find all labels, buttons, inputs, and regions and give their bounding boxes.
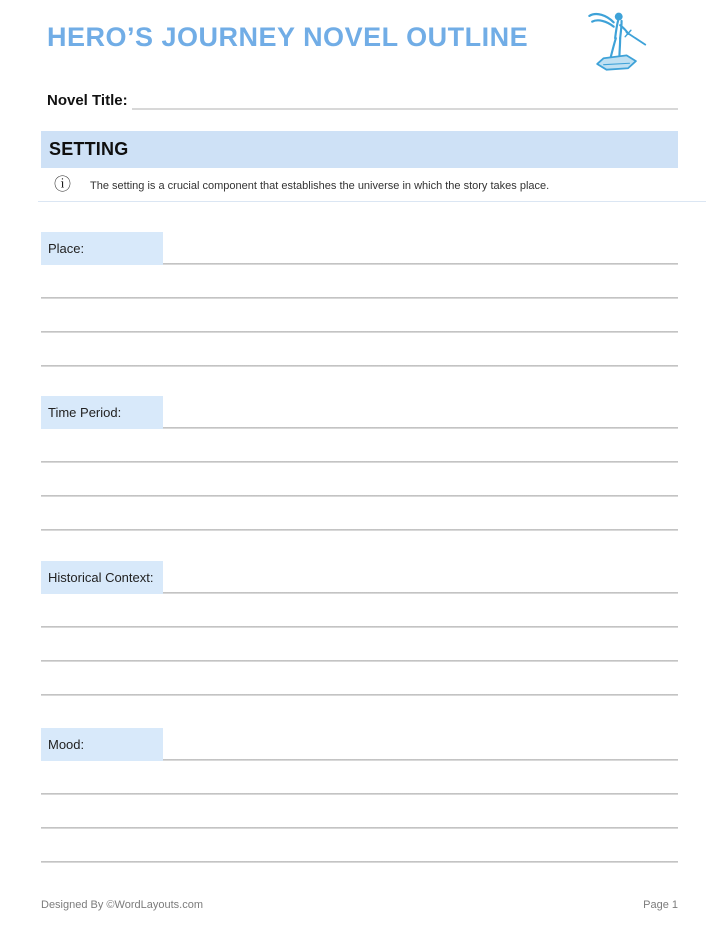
writing-line[interactable] (41, 365, 678, 367)
writing-line[interactable] (41, 297, 678, 299)
writing-line[interactable] (41, 861, 678, 863)
writing-line[interactable] (41, 827, 678, 829)
writing-line[interactable] (163, 263, 678, 265)
field-group (41, 232, 678, 372)
divider (38, 201, 706, 202)
writing-line[interactable] (163, 427, 678, 429)
field-label-box (41, 232, 163, 265)
footer-page-number: Page 1 (643, 899, 678, 911)
field-label: Historical Context: (48, 570, 154, 585)
hero-figure-icon (582, 8, 654, 74)
writing-line[interactable] (41, 331, 678, 333)
writing-line[interactable] (41, 793, 678, 795)
writing-line[interactable] (41, 660, 678, 662)
writing-line[interactable] (41, 461, 678, 463)
field-group (41, 396, 678, 536)
field-label-box (41, 561, 163, 594)
section-header-setting (41, 131, 678, 168)
writing-line[interactable] (41, 495, 678, 497)
field-label-box (41, 396, 163, 429)
field-group (41, 728, 678, 868)
writing-line[interactable] (41, 529, 678, 531)
novel-title-input-line[interactable] (132, 108, 678, 110)
page-footer (41, 899, 678, 911)
footer-credit: Designed By ©WordLayouts.com (41, 899, 203, 911)
info-icon: ⓘ (54, 175, 71, 194)
novel-title-label: Novel Title: (47, 92, 128, 109)
page-title: HERO’S JOURNEY NOVEL OUTLINE (47, 22, 529, 52)
field-label: Time Period: (48, 405, 122, 420)
writing-line[interactable] (163, 759, 678, 761)
field-label: Mood: (48, 737, 85, 752)
field-group (41, 561, 678, 701)
writing-line[interactable] (41, 694, 678, 696)
section-heading: SETTING (49, 139, 129, 159)
field-label-box (41, 728, 163, 761)
field-label: Place: (48, 241, 85, 256)
section-info-text: The setting is a crucial component that establishes the universe in which the story takes place. (90, 180, 550, 192)
writing-line[interactable] (41, 626, 678, 628)
writing-line[interactable] (163, 592, 678, 594)
